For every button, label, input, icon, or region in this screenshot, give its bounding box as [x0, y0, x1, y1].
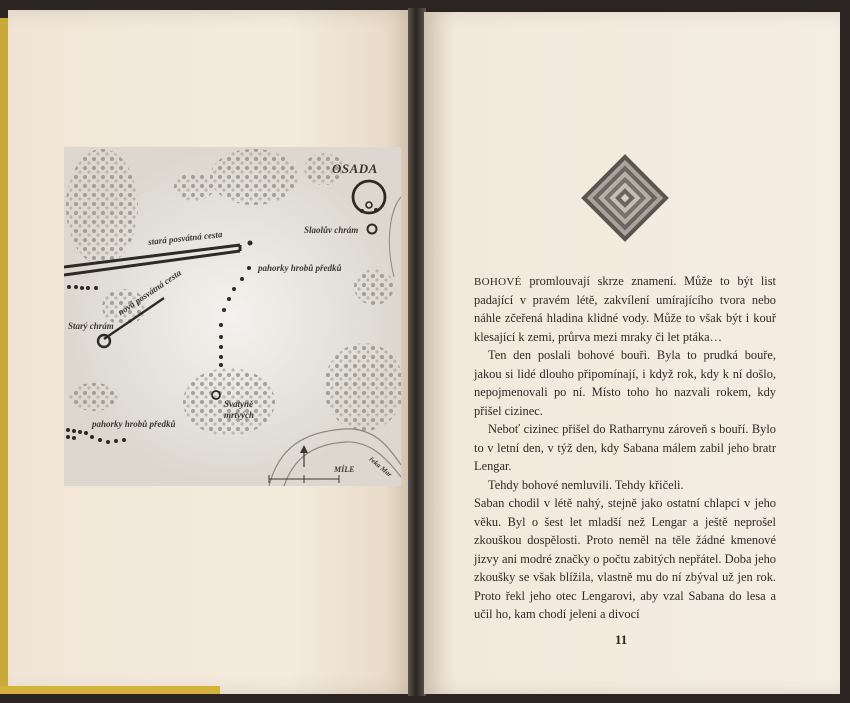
map-label-new-avenue: nová posvátná cesta: [116, 267, 183, 318]
map-illustration: [64, 147, 401, 486]
paragraph-4: Tehdy bohové nemluvili. Tehdy křičeli.: [488, 477, 684, 492]
paragraph-2: Ten den poslali bohové bouři. Byla to prudká bouře, jakou si lidé dlouho připomínají, i když rok, kdy k ní došlo, nepojmenovali po ní. Místo toho ho nazvali rokem, kdy přišel cizinec.: [474, 348, 776, 418]
map-label-sanctuary-1: Svatyně: [224, 399, 253, 409]
map-label-old-temple: Starý chrám: [68, 321, 114, 331]
paragraph-1: [474, 272, 776, 346]
chapter-ornament-icon: [579, 152, 671, 244]
second-section-text: [474, 494, 776, 624]
map-label-barrows-1: pahorky hrobů předků: [258, 263, 342, 273]
paragraph-3: Neboť cizinec přišel do Ratharrynu zároveň s bouří. Bylo to v letní den, v týž den, kdy Sabana málem zabil jeho bratr Lengar.: [474, 422, 776, 473]
paragraph-1-text: promlouvají skrze znamení. Může to být list padající v pravém létě, zakvílení umírajícího tvora nebo náhle zčeřená hladina klidné vody. Může to však být i kouř klesající k zemi, průrva mezi mraky či let ptáka…: [474, 274, 776, 344]
map-label-sanctuary-2: mrtvých: [224, 410, 254, 420]
map-label-old-avenue: stará posvátná cesta: [147, 229, 223, 247]
map-label-river: řeka Mar: [367, 455, 394, 479]
opening-word: bohové: [474, 272, 522, 289]
chapter-opening-text: [474, 272, 776, 494]
paragraph-5: Saban chodil v létě nahý, stejně jako ostatní chlapci v jeho věku. Byl o šest let mladší než Lengar a ještě neprošel zkouškou dospělosti. Proto neměl na těle žádné kmenové jizvy ani modré značky o počtu zabitých nepřátel. Doba jeho zkoušky se však blížila, vlastně mu do ní zbýval už jen rok. Proto řekl jeho otec Lengarovi, aby vzal Sabana do lesa a učil ho, kam chodí jeleni a divocí: [474, 496, 776, 621]
page-number: 11: [615, 632, 628, 647]
map-label-scale: MÍLE: [334, 465, 355, 474]
book-edge-bottom: [0, 686, 220, 694]
map-drawing: [64, 147, 401, 486]
map-label-slaoluv-chram: Slaolův chrám: [304, 225, 359, 235]
map-label-barrows-2: pahorky hrobů předků: [92, 419, 176, 429]
map-label-osada: OSADA: [332, 161, 378, 176]
